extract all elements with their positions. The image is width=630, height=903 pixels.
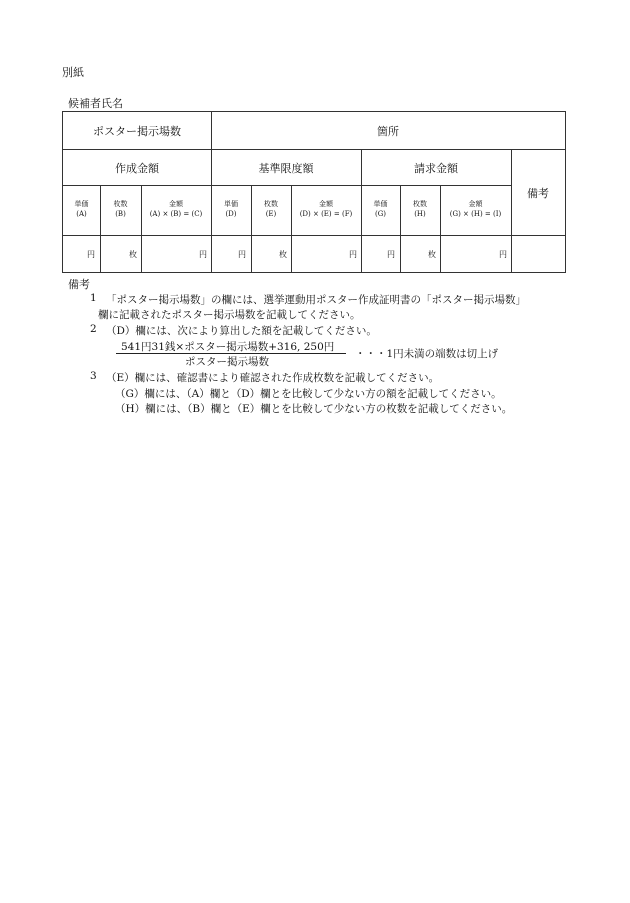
col-d-header: 単価 (D) — [224, 200, 238, 218]
note-3-line-2: （G）欄には、（A）欄と（D）欄とを比較して少ない方の額を記載してください。 — [115, 388, 502, 400]
note-1-line-1: 「ポスター掲示場数」の欄には、選挙運動用ポスター作成証明書の「ポスター掲示場数」 — [106, 294, 526, 306]
col-b-header: 枚数 (B) — [113, 200, 128, 218]
creation-amount-header: 作成金額 — [115, 162, 159, 175]
col-c-header: 金額 (A) × (B) = (C) — [149, 200, 203, 218]
unit-h: 枚 — [428, 250, 436, 259]
unit-c: 円 — [199, 250, 207, 259]
note-2-line-1: （D）欄には、次により算出した額を記載してください。 — [106, 325, 377, 337]
note-3-line-3: （H）欄には、（B）欄と（E）欄とを比較して少ない方の枚数を記載してください。 — [115, 403, 513, 415]
remarks-header: 備考 — [527, 187, 549, 200]
note-1-number: 1 — [90, 292, 97, 304]
unit-i: 円 — [499, 250, 507, 259]
poster-count-header: ポスター掲示場数 — [93, 125, 181, 138]
unit-g: 円 — [387, 250, 395, 259]
col-h-header: 枚数 (H) — [413, 200, 427, 218]
col-e-header: 枚数 (E) — [264, 200, 278, 218]
candidate-name-label: 候補者氏名 — [68, 97, 123, 110]
unit-f: 円 — [349, 250, 357, 259]
col-a-header: 単価 (A) — [74, 200, 89, 218]
note-2-number: 2 — [90, 323, 97, 335]
formula-note: ・・・1円未満の端数は切上げ — [355, 348, 499, 360]
note-3-line-1: （E）欄には、確認書により確認された作成枚数を記載してください。 — [106, 372, 440, 384]
col-i-header: 金額 (G) × (H) = (I) — [449, 200, 502, 218]
formula-denominator: ポスター掲示場数 — [185, 356, 269, 368]
col-f-header: 金額 (D) × (E) = (F) — [299, 200, 353, 218]
unit-e: 枚 — [279, 250, 287, 259]
standard-limit-header: 基準限度額 — [258, 162, 314, 175]
unit-b: 枚 — [129, 250, 137, 259]
note-3-number: 3 — [90, 370, 97, 382]
attachment-label: 別紙 — [62, 66, 84, 79]
note-1-line-2: 欄に記載されたポスター掲示場数を記載してください。 — [98, 309, 361, 321]
unit-d: 円 — [238, 250, 246, 259]
location-header: 箇所 — [377, 125, 399, 138]
formula-numerator: 541円31銭×ポスター掲示場数+316, 250円 — [121, 341, 335, 353]
poster-cost-table — [62, 111, 566, 273]
claim-amount-header: 請求金額 — [414, 162, 458, 175]
unit-a: 円 — [87, 250, 95, 259]
col-g-header: 単価 (G) — [373, 200, 388, 218]
notes-heading: 備考 — [68, 278, 90, 291]
